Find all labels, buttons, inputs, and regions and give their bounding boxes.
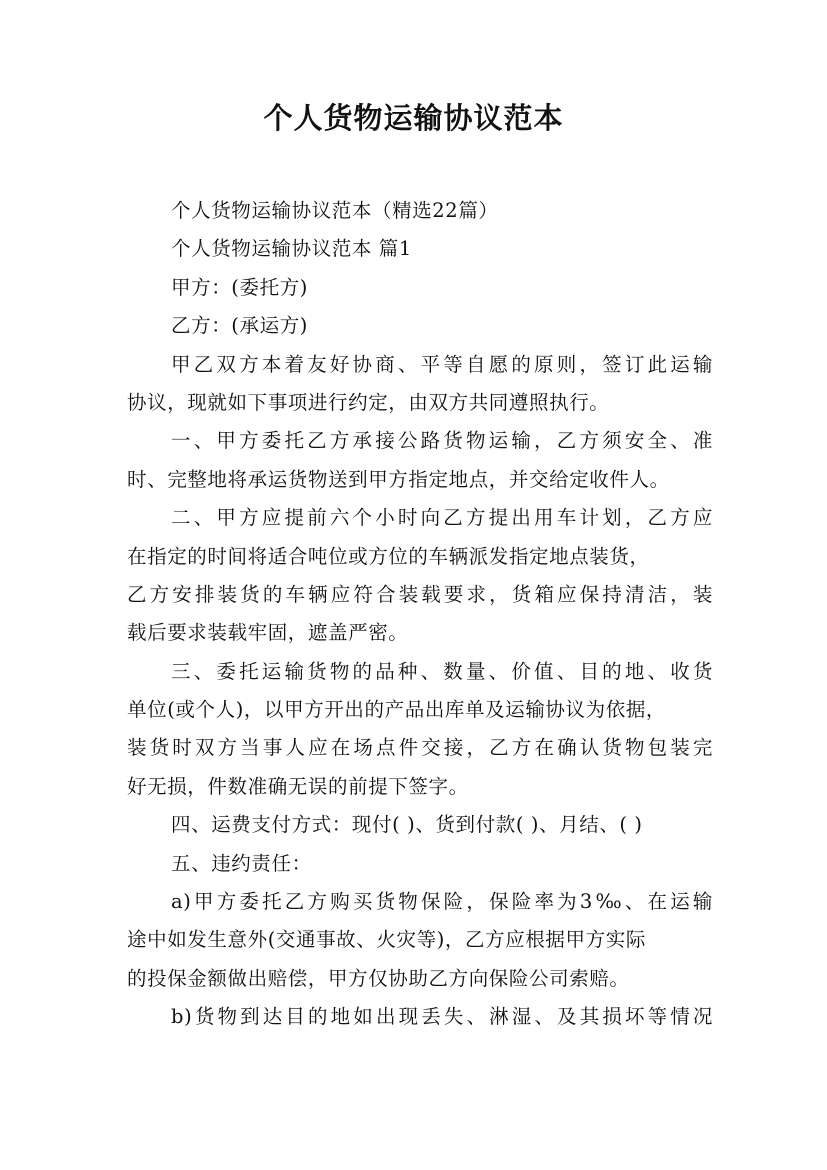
document-title: 个人货物运输协议范本 bbox=[263, 101, 564, 135]
paragraph-line: 途中如发生意外(交通事故、火灾等)，乙方应根据甲方实际 bbox=[127, 928, 646, 952]
section-heading: 个人货物运输协议范本 篇1 bbox=[171, 237, 412, 261]
paragraph-line: 在指定的时间将适合吨位或方位的车辆派发指定地点装货， bbox=[127, 544, 650, 568]
subtitle-line: 个人货物运输协议范本（精选22篇） bbox=[171, 199, 499, 222]
paragraph-line: 的投保金额做出赔偿，甲方仅协助乙方向保险公司索赔。 bbox=[127, 966, 630, 990]
paragraph-line: 四、运费支付方式：现付( )、货到付款( )、月结、( ) bbox=[171, 813, 643, 837]
paragraph-line: 一、甲方委托乙方承接公路货物运输，乙方须安全、准 bbox=[171, 429, 713, 453]
paragraph-line: 协议，现就如下事项进行约定，由双方共同遵照执行。 bbox=[127, 390, 610, 414]
paragraph-line: 三、委托运输货物的品种、数量、价值、目的地、收货 bbox=[171, 659, 713, 683]
paragraph-line: a)甲方委托乙方购买货物保险，保险率为3‰、在运输 bbox=[171, 890, 713, 914]
paragraph-line: 五、违约责任： bbox=[171, 851, 312, 875]
party-b-line: 乙方：(承运方) bbox=[171, 314, 309, 338]
paragraph-line: 乙方安排装货的车辆应符合装载要求，货箱应保持清洁，装 bbox=[127, 582, 713, 606]
party-a-line: 甲方：(委托方) bbox=[171, 275, 309, 299]
paragraph-line: 二、甲方应提前六个小时向乙方提出用车计划，乙方应 bbox=[171, 506, 713, 530]
paragraph-line: 载后要求装载牢固，遮盖严密。 bbox=[127, 621, 409, 645]
paragraph-line: b)货物到达目的地如出现丢失、淋湿、及其损坏等情况 bbox=[171, 1005, 713, 1029]
paragraph-line: 好无损，件数准确无误的前提下签字。 bbox=[127, 774, 469, 798]
paragraph-line: 甲乙双方本着友好协商、平等自愿的原则，签订此运输 bbox=[171, 352, 713, 376]
paragraph-line: 装货时双方当事人应在场点件交接，乙方在确认货物包装完 bbox=[127, 736, 713, 760]
paragraph-line: 时、完整地将承运货物送到甲方指定地点，并交给定收件人。 bbox=[127, 467, 670, 491]
document-body bbox=[127, 192, 713, 1037]
paragraph-line: 单位(或个人)，以甲方开出的产品出库单及运输协议为依据， bbox=[127, 698, 667, 722]
